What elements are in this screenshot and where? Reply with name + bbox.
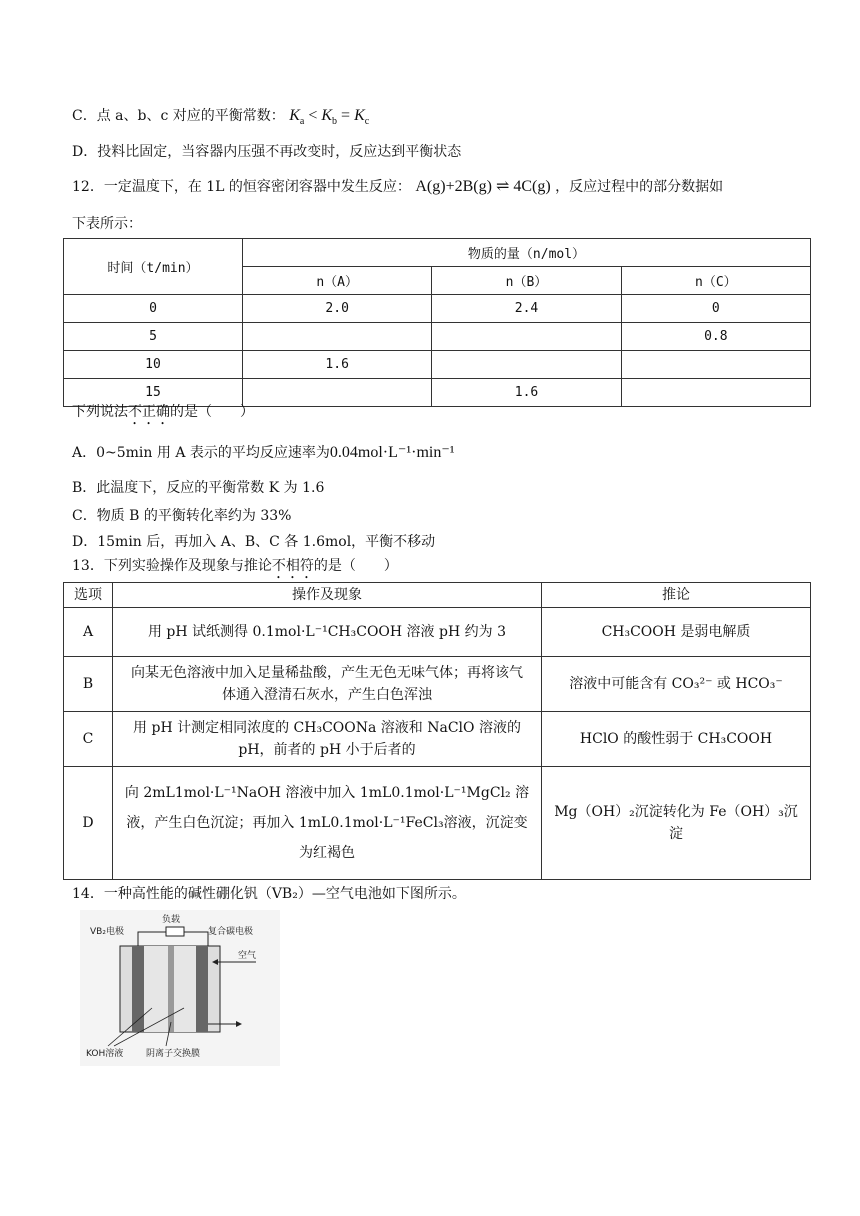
- option-label: A: [64, 608, 113, 657]
- carbon-electrode: [196, 946, 208, 1032]
- time-header: 时间（t/min）: [64, 239, 243, 295]
- air-label: 空气: [238, 951, 257, 961]
- question-12-prompt: [72, 402, 254, 428]
- option-12-a: [72, 443, 455, 463]
- cell: 2.0: [243, 295, 432, 323]
- cell: [621, 379, 810, 407]
- q13-emphasis: 不相符: [271, 558, 314, 574]
- option-label: C: [64, 712, 113, 767]
- cell: 5: [64, 323, 243, 351]
- anion-membrane: [168, 946, 174, 1032]
- operation-cell: 用 pH 计测定相同浓度的 CH₃COONa 溶液和 NaClO 溶液的 pH，前者的 pH 小于后者的: [113, 712, 542, 767]
- vb2-electrode: [132, 946, 144, 1032]
- conclusion-cell: CH₃COOH 是弱电解质: [542, 608, 811, 657]
- option-label: B: [64, 657, 113, 712]
- table-row: [64, 351, 811, 379]
- experiment-table-q13: [63, 582, 811, 880]
- equilibrium-constant-relation: $K_a < K_b = K_c$: [289, 107, 370, 128]
- operation-cell: 向 2mL1mol·L⁻¹NaOH 溶液中加入 1mL0.1mol·L⁻¹MgCl₂ 溶液，产生白色沉淀；再加入 1mL0.1mol·L⁻¹FeCl₃溶液，沉淀变为红褐色: [113, 767, 542, 880]
- sub-header: n（B）: [432, 267, 621, 295]
- cell: 0.8: [621, 323, 810, 351]
- q12-prompt-emphasis: 不正确: [128, 404, 170, 420]
- q12-text-a: 12．一定温度下，在 1L 的恒容密闭容器中发生反应：: [72, 179, 411, 195]
- table-row: [64, 657, 811, 712]
- cell: 1.6: [243, 351, 432, 379]
- cell: 0: [621, 295, 810, 323]
- conclusion-cell: HClO 的酸性弱于 CH₃COOH: [542, 712, 811, 767]
- table-header-row: [64, 583, 811, 608]
- amount-header: 物质的量（n/mol）: [243, 239, 811, 267]
- load-label: 负载: [162, 915, 181, 925]
- q13-text-a: 13．下列实验操作及现象与推论: [72, 558, 272, 574]
- option-label: D: [64, 767, 113, 880]
- option-12-c: C．物质 B 的平衡转化率约为 33%: [72, 508, 292, 524]
- table-row: [64, 295, 811, 323]
- q12-equation: A(g)+2B(g) ⇌ 4C(g): [415, 178, 551, 195]
- q12-text-b: ，反应过程中的部分数据如: [555, 179, 724, 195]
- cell: 2.4: [432, 295, 621, 323]
- question-12-stem: [72, 177, 723, 197]
- option-11-c: [72, 106, 369, 132]
- cell: 15: [64, 379, 243, 407]
- opt12-a-unit: 0.04mol·L⁻¹·min⁻¹: [329, 444, 455, 461]
- table-row: [64, 608, 811, 657]
- question-12-stem-cont: 下表所示：: [72, 216, 142, 232]
- opt12-a-text: A．0~5min 用 A 表示的平均反应速率为: [72, 445, 330, 461]
- table-row: [64, 323, 811, 351]
- sub-header: n（C）: [621, 267, 810, 295]
- conclusion-cell: Mg（OH）₂沉淀转化为 Fe（OH）₃沉淀: [542, 767, 811, 880]
- option-11-d: D．投料比固定，当容器内压强不再改变时，反应达到平衡状态: [72, 144, 462, 160]
- cell: [432, 351, 621, 379]
- question-14-stem: 14．一种高性能的碱性硼化钒（VB₂）—空气电池如下图所示。: [72, 886, 466, 902]
- data-table-q12: [63, 238, 811, 407]
- table-row: [64, 767, 811, 880]
- q12-prompt-b: 的是（ ）: [170, 404, 254, 420]
- q12-prompt-a: 下列说法: [72, 404, 128, 420]
- header-operation: 操作及现象: [113, 583, 542, 608]
- table-row: [64, 712, 811, 767]
- battery-diagram: [80, 910, 280, 1066]
- cell: [621, 351, 810, 379]
- operation-cell: 用 pH 试纸测得 0.1mol·L⁻¹CH₃COOH 溶液 pH 约为 3: [113, 608, 542, 657]
- cell: 0: [64, 295, 243, 323]
- header-option: 选项: [64, 583, 113, 608]
- left-electrode-label: VB₂电极: [90, 927, 124, 937]
- membrane-label: 阴离子交换膜: [146, 1049, 201, 1059]
- sub-header: n（A）: [243, 267, 432, 295]
- load-resistor: [166, 927, 184, 936]
- header-conclusion: 推论: [542, 583, 811, 608]
- operation-cell: 向某无色溶液中加入足量稀盐酸，产生无色无味气体；再将该气体通入澄清石灰水，产生白色浑浊: [113, 657, 542, 712]
- option-11-c-text: C．点 a、b、c 对应的平衡常数：: [72, 108, 285, 124]
- cell: [243, 323, 432, 351]
- koh-label: KOH溶液: [86, 1049, 124, 1059]
- cell: 10: [64, 351, 243, 379]
- cell: [432, 323, 621, 351]
- right-electrode-label: 复合碳电极: [208, 927, 254, 937]
- q13-text-b: 的是（ ）: [313, 558, 398, 574]
- cell: 1.6: [432, 379, 621, 407]
- option-12-b: B．此温度下，反应的平衡常数 K 为 1.6: [72, 480, 325, 496]
- option-12-d: D．15min 后，再加入 A、B、C 各 1.6mol，平衡不移动: [72, 534, 436, 550]
- cell: [243, 379, 432, 407]
- conclusion-cell: 溶液中可能含有 CO₃²⁻ 或 HCO₃⁻: [542, 657, 811, 712]
- question-13-stem: [72, 556, 398, 582]
